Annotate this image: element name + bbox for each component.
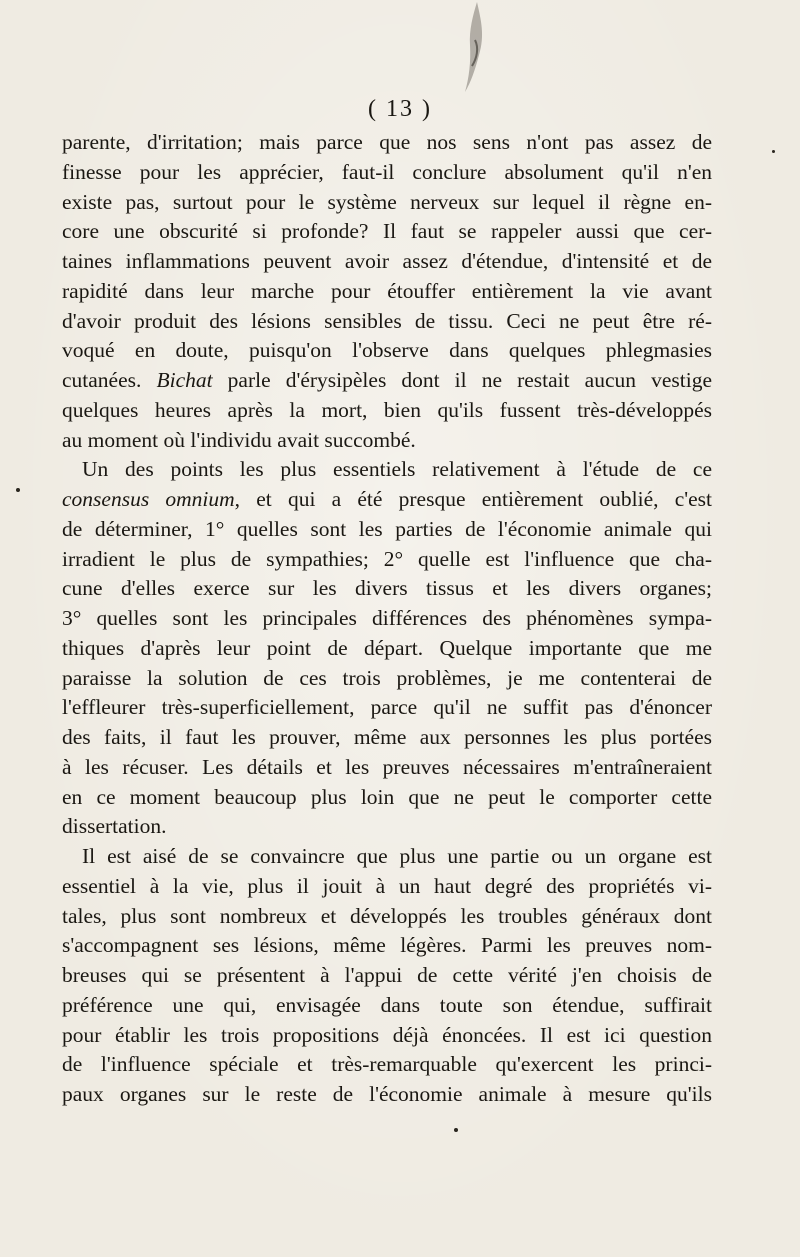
text-segment: à les récuser. Les détails et les preuves nécessaires m'entraîneraient <box>62 754 712 779</box>
text-line <box>62 1080 712 1110</box>
text-segment: de l'influence spéciale et très-remarquable qu'exercent les princi- <box>62 1052 712 1077</box>
text-segment: irradient le plus de sympathies; 2° quelle est l'influence que cha- <box>62 546 712 571</box>
text-segment: cune d'elles exerce sur les divers tissus et les divers organes; <box>62 576 712 601</box>
text-line <box>62 604 712 634</box>
italic-text: Bichat <box>156 368 213 392</box>
text-segment: core une obscurité si profonde? Il faut se rappeler aussi que cer- <box>62 219 712 244</box>
text-line <box>62 158 712 188</box>
text-line <box>62 515 712 545</box>
text-line <box>62 753 712 783</box>
text-segment: paux organes sur le reste de l'économie animale à mesure qu'ils <box>62 1082 712 1106</box>
ink-speck <box>16 488 20 492</box>
text-line <box>62 1021 712 1051</box>
italic-text: consensus omnium <box>62 487 235 511</box>
text-segment: breuses qui se présentent à l'appui de cette vérité j'en choisis de <box>62 963 712 987</box>
text-segment: essentiel à la vie, plus il jouit à un haut degré des propriétés vi- <box>62 873 712 898</box>
text-line <box>62 188 712 218</box>
text-segment: taines inflammations peuvent avoir assez d'étendue, d'intensité et de <box>62 249 712 273</box>
text-segment: paraisse la solution de ces trois problèmes, je me contenterai de <box>62 665 712 690</box>
ink-stain-mark <box>455 0 495 95</box>
text-segment: s'accompagnent ses lésions, même légères. Parmi les preuves nom- <box>62 933 712 958</box>
text-segment: pour établir les trois propositions déjà énoncées. Il est ici question <box>62 1022 712 1047</box>
text-line <box>62 336 712 366</box>
text-segment: parle d'érysipèles dont il ne restait aucun vestige <box>212 368 712 392</box>
text-segment: Il est aisé de se convaincre que plus une partie ou un organe est <box>82 844 712 868</box>
text-segment: dissertation. <box>62 814 167 839</box>
ink-speck <box>454 1128 458 1132</box>
text-segment: de déterminer, 1° quelles sont les parties de l'économie animale qui <box>62 516 712 541</box>
body-text <box>62 128 712 1110</box>
text-segment: des faits, il faut les prouver, même aux personnes les plus portées <box>62 725 712 749</box>
ink-speck <box>772 150 775 153</box>
text-line <box>62 366 712 396</box>
text-line <box>62 723 712 753</box>
text-segment: thiques d'après leur point de départ. Quelque importante que me <box>62 635 712 660</box>
text-segment: quelques heures après la mort, bien qu'ils fussent très-développés <box>62 397 712 422</box>
text-line <box>62 277 712 307</box>
text-segment: existe pas, surtout pour le système nerveux sur lequel il règne en- <box>62 189 712 214</box>
text-line <box>62 1050 712 1080</box>
text-line <box>62 128 712 158</box>
text-segment: d'avoir produit des lésions sensibles de tissu. Ceci ne peut être ré- <box>62 308 712 333</box>
text-line <box>62 961 712 991</box>
text-line <box>62 307 712 337</box>
text-line <box>62 634 712 664</box>
page-number: ( 13 ) <box>368 96 432 122</box>
text-segment: , et qui a été presque entièrement oublié, c'est <box>234 487 712 511</box>
text-line <box>62 812 712 842</box>
text-segment: en ce moment beaucoup plus loin que ne peut le comporter cette <box>62 784 712 809</box>
text-segment: parente, d'irritation; mais parce que nos sens n'ont pas assez de <box>62 130 712 154</box>
text-segment: voqué en doute, puisqu'on l'observe dans quelques phlegmasies <box>62 338 712 363</box>
text-segment: 3° quelles sont les principales différences des phénomènes sympa- <box>62 606 712 630</box>
text-line <box>62 247 712 277</box>
text-segment: finesse pour les apprécier, faut-il conclure absolument qu'il n'en <box>62 159 712 184</box>
text-line <box>62 783 712 813</box>
text-line <box>62 485 712 515</box>
text-line <box>62 455 712 485</box>
text-line <box>62 902 712 932</box>
text-segment: Un des points les plus essentiels relativement à l'étude de ce <box>82 457 712 482</box>
text-line <box>62 693 712 723</box>
text-line <box>62 217 712 247</box>
text-line <box>62 396 712 426</box>
text-line <box>62 574 712 604</box>
text-line <box>62 426 712 456</box>
text-segment: tales, plus sont nombreux et développés les troubles généraux dont <box>62 903 712 928</box>
text-line <box>62 545 712 575</box>
text-segment: cutanées. <box>62 368 157 392</box>
text-line <box>62 931 712 961</box>
text-line <box>62 872 712 902</box>
text-line <box>62 664 712 694</box>
text-segment: rapidité dans leur marche pour étouffer entièrement la vie avant <box>62 278 712 303</box>
text-segment: l'effleurer très-superficiellement, parce qu'il ne suffit pas d'énoncer <box>62 695 712 720</box>
text-line <box>62 991 712 1021</box>
text-segment: préférence une qui, envisagée dans toute son étendue, suffirait <box>62 992 712 1017</box>
text-segment: au moment où l'individu avait succombé. <box>62 427 416 452</box>
text-line <box>62 842 712 872</box>
